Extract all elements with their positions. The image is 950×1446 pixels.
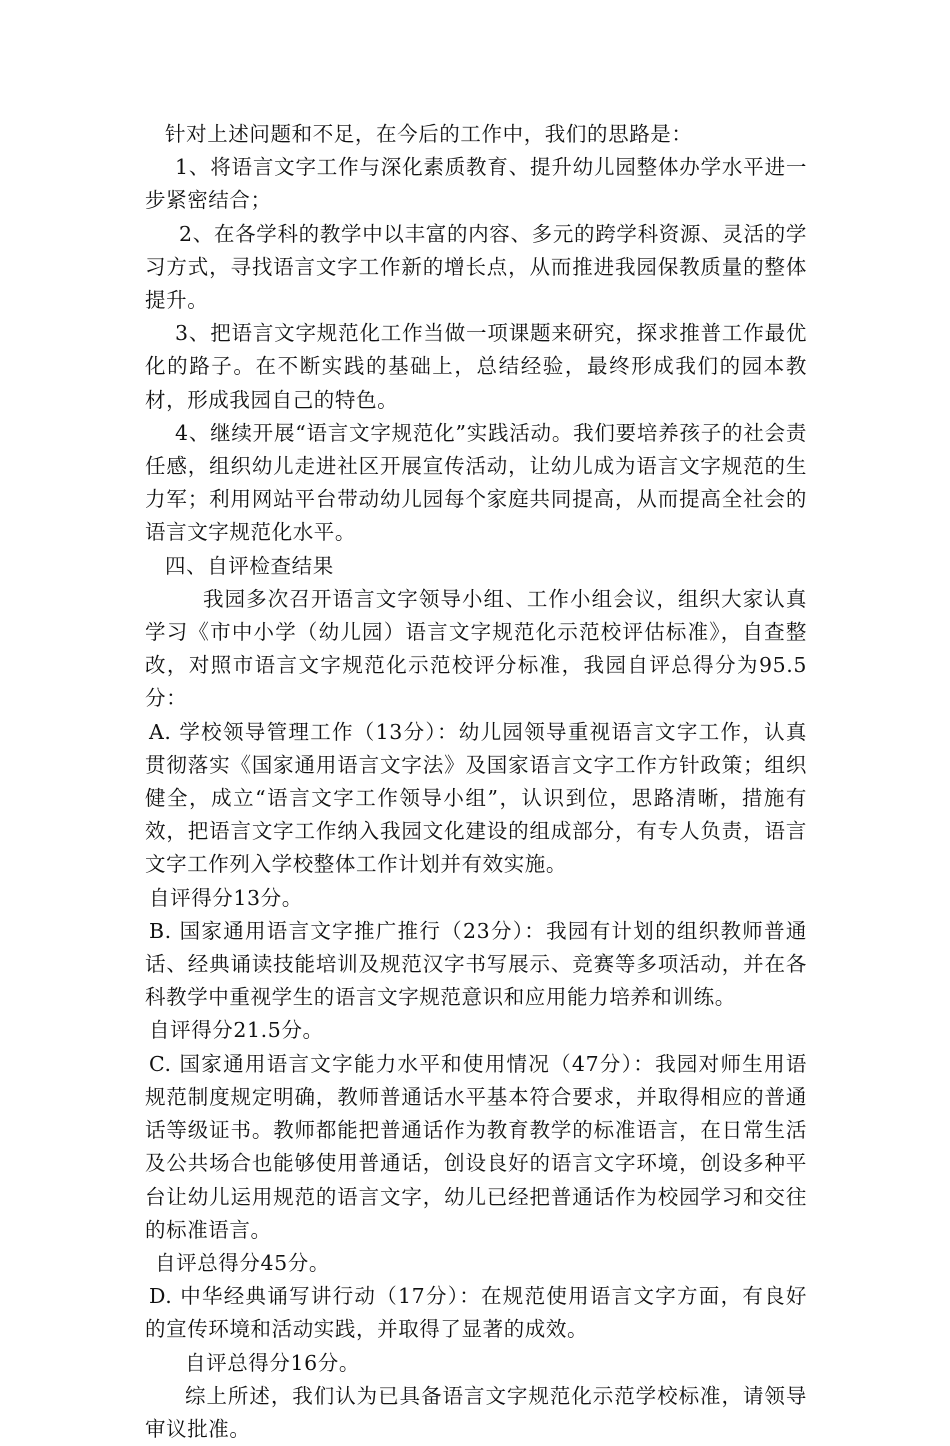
criterion-d-score: 自评总得分16分。	[185, 1350, 360, 1375]
criterion-b-paragraph: B. 国家通用语言文字推广推行（23分）：我园有计划的组织教师普通话、经典诵读技能培训及规范汉字书写展示、竞赛等多项活动，并在各科教学中重视学生的语言文字规范意识和应用能力培养和训练。	[145, 918, 807, 1010]
self-evaluation-summary: 我园多次召开语言文字领导小组、工作小组会议，组织大家认真学习《市中小学（幼儿园）语言文字规范化示范校评估标准》，自查整改，对照市语言文字规范化示范校评分标准，我园自评总得分为95.5分：	[145, 586, 807, 711]
idea-item-4: 4、继续开展“语言文字规范化”实践活动。我们要培养孩子的社会责任感，组织幼儿走进社区开展宣传活动，让幼儿成为语言文字规范的生力军；利用网站平台带动幼儿园每个家庭共同提高，从而提高全社会的语言文字规范化水平。	[145, 420, 807, 545]
criterion-a-score: 自评得分13分。	[149, 885, 303, 910]
idea-item-3: 3、把语言文字规范化工作当做一项课题来研究，探求推普工作最优化的路子。在不断实践的基础上，总结经验，最终形成我们的园本教材，形成我园自己的特色。	[145, 321, 807, 412]
criterion-c-score: 自评总得分45分。	[155, 1250, 330, 1275]
idea-item-2: 2、在各学科的教学中以丰富的内容、多元的跨学科资源、灵活的学习方式，寻找语言文字工作新的增长点，从而推进我园保教质量的整体提升。	[145, 221, 807, 313]
conclusion-paragraph: 综上所述，我们认为已具备语言文字规范化示范学校标准，请领导审议批准。	[145, 1383, 807, 1441]
idea-item-1: 1、将语言文字工作与深化素质教育、提升幼儿园整体办学水平进一步紧密结合；	[145, 155, 807, 213]
criterion-c-paragraph: C. 国家通用语言文字能力水平和使用情况（47分）：我园对师生用语规范制度规定明确，教师普通话水平基本符合要求，并取得相应的普通话等级证书。教师都能把普通话作为教育教学的标准语言，在日常生活及公共场合也能够使用普通话，创设良好的语言文字环境，创设多种平台让幼儿运用规范的语言文字，幼儿已经把普通话作为校园学习和交往的标准语言。	[145, 1051, 807, 1242]
intro-paragraph: 针对上述问题和不足，在今后的工作中，我们的思路是：	[165, 122, 693, 146]
document-body	[145, 118, 807, 1446]
criterion-b-score: 自评得分21.5分。	[149, 1018, 324, 1043]
section-heading-self-evaluation: 四、自评检查结果	[165, 553, 334, 578]
criterion-a-paragraph: A. 学校领导管理工作（13分）：幼儿园领导重视语言文字工作，认真贯彻落实《国家通用语言文字法》及国家语言文字工作方针政策；组织健全，成立“语言文字工作领导小组”，认识到位，思路清晰，措施有效，把语言文字工作纳入我园文化建设的组成部分，有专人负责，语言文字工作列入学校整体工作计划并有效实施。	[145, 719, 807, 877]
criterion-d-paragraph: D. 中华经典诵写讲行动（17分）：在规范使用语言文字方面，有良好的宣传环境和活动实践，并取得了显著的成效。	[145, 1284, 807, 1342]
